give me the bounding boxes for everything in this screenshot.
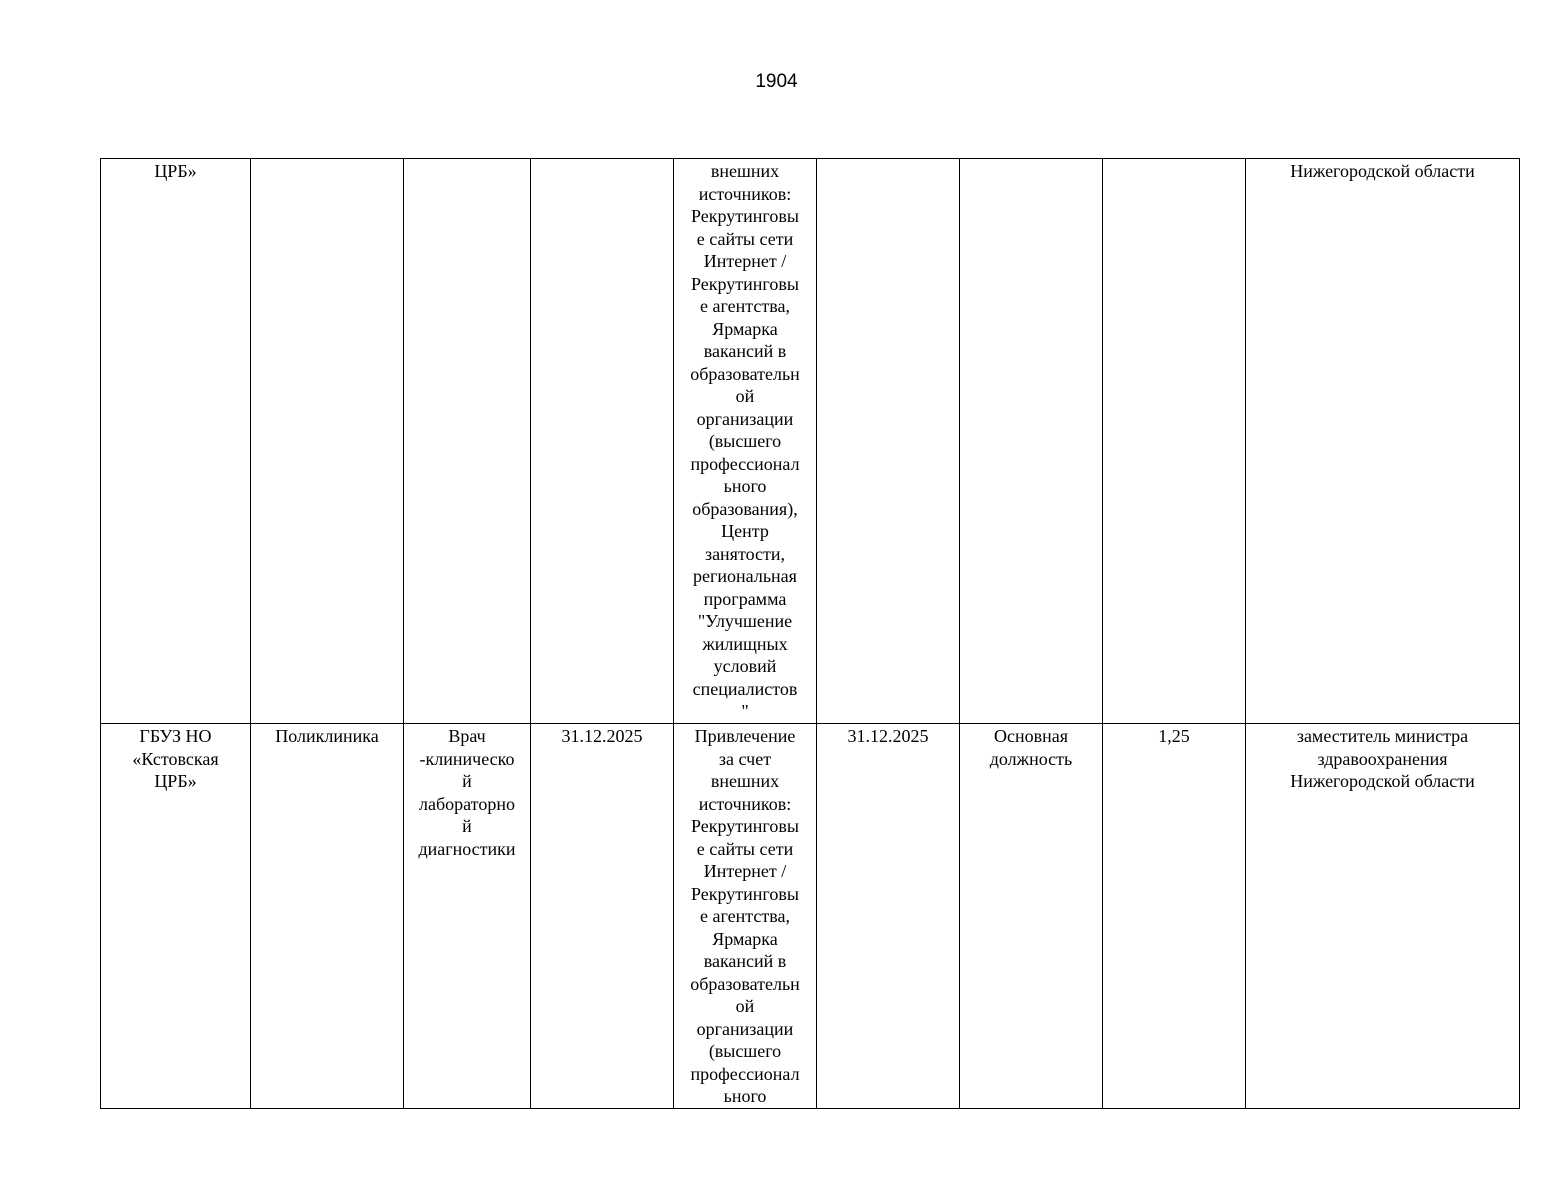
cell-position-type — [960, 159, 1103, 724]
cell-department — [251, 159, 404, 724]
cell-responsible: заместитель министра здравоохранения Нижегородской области — [1246, 724, 1520, 1109]
cell-position: Врач -клиническо й лабораторно й диагностики — [404, 724, 531, 1109]
vacancy-table — [100, 158, 1520, 1109]
cell-department: Поликлиника — [251, 724, 404, 1109]
cell-rate — [1103, 159, 1246, 724]
cell-measures: внешних источников: Рекрутинговы е сайты сети Интернет / Рекрутинговы е агентства, Ярмарка вакансий в образовательн ой организации (высшего профессионал ьного образования), Центр занятости, региональная программа "Улучшение жилищных условий специалистов " — [674, 159, 817, 724]
cell-date-fill: 31.12.2025 — [817, 724, 960, 1109]
cell-organization: ГБУЗ НО «Кстовская ЦРБ» — [101, 724, 251, 1109]
cell-organization: ЦРБ» — [101, 159, 251, 724]
table-row — [101, 159, 1520, 724]
cell-responsible: Нижегородской области — [1246, 159, 1520, 724]
cell-date-vacancy: 31.12.2025 — [531, 724, 674, 1109]
cell-date-vacancy — [531, 159, 674, 724]
cell-date-fill — [817, 159, 960, 724]
table-row — [101, 724, 1520, 1109]
page-number: 1904 — [755, 71, 798, 92]
cell-position — [404, 159, 531, 724]
cell-rate: 1,25 — [1103, 724, 1246, 1109]
cell-measures: Привлечение за счет внешних источников: Рекрутинговы е сайты сети Интернет / Рекрутинговы е агентства, Ярмарка вакансий в образовательн ой организации (высшего профессионал ьного — [674, 724, 817, 1109]
cell-position-type: Основная должность — [960, 724, 1103, 1109]
